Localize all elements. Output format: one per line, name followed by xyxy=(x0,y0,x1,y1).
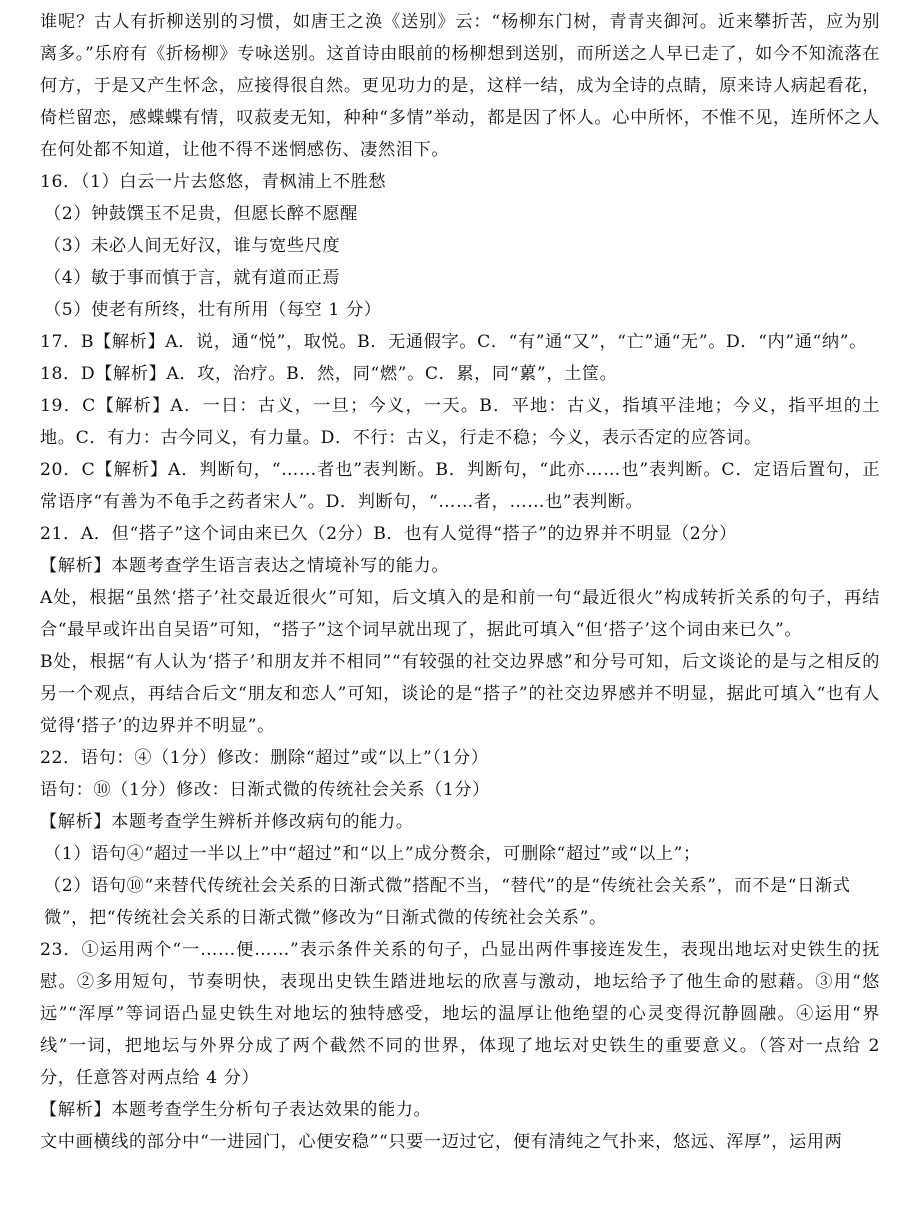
answer-16-5: （5）使老有所终，壮有所用（每空 1 分） xyxy=(44,300,382,320)
answer-18: 18．D【解析】A．攻，治疗。B．然，同“燃”。C．累，同“蔂”，土筐。 xyxy=(40,364,618,384)
analysis-21-b: B处，根据“有人认为‘搭子’和朋友并不相同”“有较强的社交边界感”和分号可知，后文谈论的是与之相反的另一个观点，再结合后文“朋友和恋人”可知，谈论的是“搭子”的社交边界感并不明显，据此可填入“也有人觉得‘搭子’的边界并不明显”。 xyxy=(40,652,880,736)
answer-22-1: 22．语句：④（1分）修改：删除“超过”或“以上”（1分） xyxy=(40,748,489,768)
analysis-22-2: （2）语句⑩“来替代传统社会关系的日渐式微”搭配不当，“替代”的是“传统社会关系”，而不是“日渐式微”，把“传统社会关系的日渐式微”修改为“日渐式微的传统社会关系”。 xyxy=(44,876,851,928)
analysis-23-body: 文中画横线的部分中“一进园门，心便安稳”“只要一迈过它，便有清纯之气扑来，悠远、浑厚”，运用两 xyxy=(40,1132,843,1152)
answer-16-4: （4）敏于事而慎于言，就有道而正焉 xyxy=(44,268,341,288)
answer-21: 21．A．但“搭子”这个词由来已久（2分）B．也有人觉得“搭子”的边界并不明显（2分） xyxy=(40,524,737,544)
paragraph-intro: 谁呢？古人有折柳送别的习惯，如唐王之涣《送别》云：“杨柳东门树，青青夹御河。近来攀折苦，应为别离多。”乐府有《折杨柳》专咏送别。这首诗由眼前的杨柳想到送别，而所送之人早已走了，如今不知流落在何方，于是又产生怀念，应接得很自然。更见功力的是，这样一结，成为全诗的点睛，原来诗人病起看花，倚栏留恋，感蝶蝶有情，叹菽麦无知，种种“多情”举动，都是因了怀人。心中所怀，不惟不见，连所怀之人在何处都不知道，让他不得不迷惘感伤、凄然泪下。 xyxy=(40,12,880,160)
answer-19: 19．C【解析】A．一日：古义，一旦；今义，一天。B．平地：古义，指填平洼地；今义，指平坦的土地。C．有力：古今同义，有力量。D．不行：古义，行走不稳；今义，表示否定的应答词。 xyxy=(40,396,880,448)
answer-17: 17．B【解析】A．说，通“悦”，取悦。B．无通假字。C．“有”通“又”，“亡”通“无”。D．“内”通“纳”。 xyxy=(40,332,867,352)
document-page xyxy=(40,6,880,1158)
analysis-21-a: A处，根据“虽然‘搭子’社交最近很火”可知，后文填入的是和前一句“最近很火”构成转折关系的句子，再结合“最早或许出自吴语”可知，“搭子”这个词早就出现了，据此可填入“但‘搭子’这个词由来已久”。 xyxy=(40,588,880,640)
answer-16-1: 16．（1）白云一片去悠悠，青枫浦上不胜愁 xyxy=(40,172,387,192)
answer-22-2: 语句：⑩（1分）修改：日渐式微的传统社会关系（1分） xyxy=(40,780,490,800)
answer-20: 20．C【解析】A．判断句，“……者也”表判断。B．判断句，“此亦……也”表判断。C．定语后置句，正常语序“有善为不龟手之药者宋人”。D．判断句，“……者，……也”表判断。 xyxy=(40,460,880,512)
answer-23: 23．①运用两个“一……便……”表示条件关系的句子，凸显出两件事接连发生，表现出地坛对史铁生的抚慰。②多用短句，节奏明快，表现出史铁生踏进地坛的欣喜与激动，地坛给予了他生命的慰藉。③用“悠远”“浑厚”等词语凸显史铁生对地坛的独特感受，地坛的温厚让他绝望的心灵变得沉静圆融。④运用“界线”一词，把地坛与外界分成了两个截然不同的世界，体现了地坛对史铁生的重要意义。（答对一点给 2 分，任意答对两点给 4 分） xyxy=(40,940,880,1088)
analysis-21-heading: 【解析】本题考查学生语言表达之情境补写的能力。 xyxy=(40,556,450,576)
analysis-23-heading: 【解析】本题考查学生分析句子表达效果的能力。 xyxy=(40,1100,432,1120)
analysis-22-1: （1）语句④“超过一半以上”中“超过”和“以上”成分赘余，可删除“超过”或“以上”； xyxy=(44,844,701,864)
analysis-22-heading: 【解析】本题考查学生辨析并修改病句的能力。 xyxy=(40,812,414,832)
answer-16-3: （3）未必人间无好汉，谁与宽些尺度 xyxy=(44,236,341,256)
answer-16-2: （2）钟鼓馔玉不足贵，但愿长醉不愿醒 xyxy=(44,204,358,224)
